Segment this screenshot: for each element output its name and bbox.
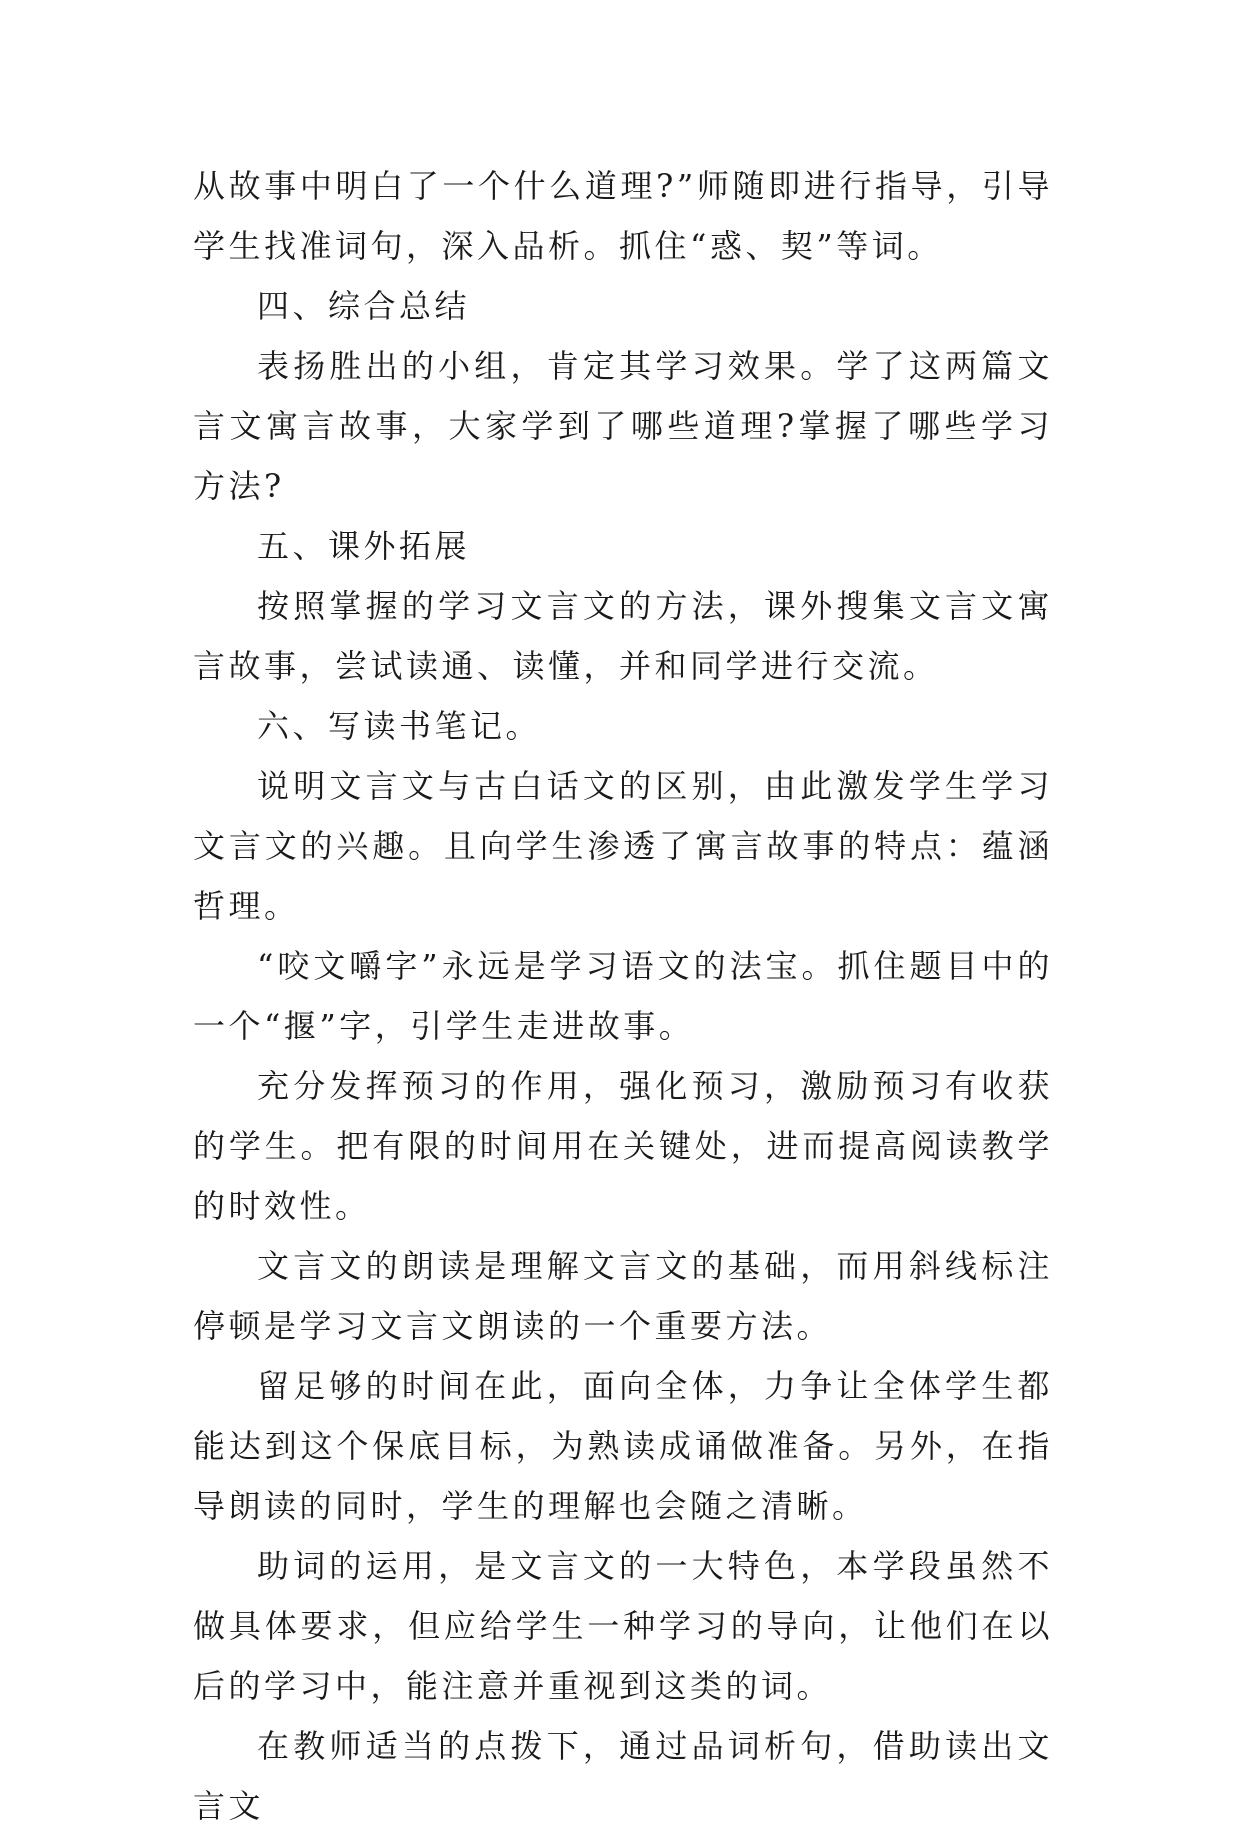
paragraph: 表扬胜出的小组，肯定其学习效果。学了这两篇文言文寓言故事，大家学到了哪些道理?掌握了哪些学习方法? <box>193 347 1053 505</box>
paragraph: 文言文的朗读是理解文言文的基础，而用斜线标注停顿是学习文言文朗读的一个重要方法。 <box>193 1247 1053 1345</box>
section-heading-notes: 六、写读书笔记。 <box>257 707 542 745</box>
paragraph: 助词的运用，是文言文的一大特色，本学段虽然不做具体要求，但应给学生一种学习的导向，让他们在以后的学习中，能注意并重视到这类的词。 <box>193 1547 1053 1705</box>
paragraph: 留足够的时间在此，面向全体，力争让全体学生都能达到这个保底目标，为熟读成诵做准备。另外，在指导朗读的同时，学生的理解也会随之清晰。 <box>193 1367 1053 1525</box>
document-body <box>193 156 1053 1836</box>
paragraph: 充分发挥预习的作用，强化预习，激励预习有收获的学生。把有限的时间用在关键处，进而提高阅读教学的时效性。 <box>193 1067 1053 1225</box>
section-heading-summary: 四、综合总结 <box>257 287 471 325</box>
paragraph: 说明文言文与古白话文的区别，由此激发学生学习文言文的兴趣。且向学生渗透了寓言故事的特点：蕴涵哲理。 <box>193 767 1053 925</box>
paragraph: 按照掌握的学习文言文的方法，课外搜集文言文寓言故事，尝试读通、读懂，并和同学进行交流。 <box>193 587 1053 685</box>
paragraph: 在教师适当的点拨下，通过品词析句，借助读出文言文 <box>193 1727 1053 1825</box>
section-heading-extension: 五、课外拓展 <box>257 527 471 565</box>
paragraph: “咬文嚼字”永远是学习语文的法宝。抓住题目中的一个“揠”字，引学生走进故事。 <box>193 947 1053 1045</box>
paragraph-continuation: 从故事中明白了一个什么道理?”师随即进行指导，引导学生找准词句，深入品析。抓住“惑、契”等词。 <box>193 167 1053 265</box>
